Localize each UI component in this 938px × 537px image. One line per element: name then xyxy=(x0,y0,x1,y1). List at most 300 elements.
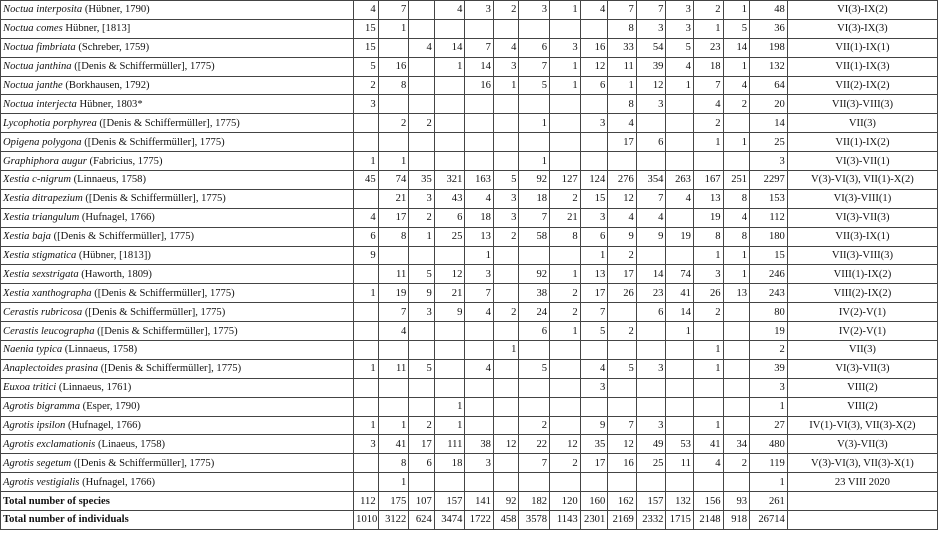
species-name: Xestia ditrapezium xyxy=(3,193,83,205)
period-cell: V(3)-VII(3) xyxy=(787,435,937,454)
species-name: Noctua comes xyxy=(3,23,63,35)
count-cell: 41 xyxy=(666,284,694,303)
count-cell: 6 xyxy=(636,303,666,322)
count-cell: 1 xyxy=(434,397,465,416)
count-cell: 9 xyxy=(354,246,378,265)
count-cell: 8 xyxy=(723,227,750,246)
count-cell: 7 xyxy=(608,1,637,20)
count-cell xyxy=(580,473,608,492)
summary-count-cell: 2301 xyxy=(580,511,608,530)
count-cell: 38 xyxy=(519,284,550,303)
summary-count-cell: 3122 xyxy=(378,511,409,530)
count-cell xyxy=(378,341,409,360)
count-cell xyxy=(666,397,694,416)
count-cell: 1 xyxy=(693,246,723,265)
count-cell xyxy=(723,378,750,397)
period-cell: VIII(2) xyxy=(787,397,937,416)
count-cell: 25 xyxy=(636,454,666,473)
table-row xyxy=(1,359,938,378)
count-cell: 3 xyxy=(519,1,550,20)
summary-row xyxy=(1,492,938,511)
count-cell: 1 xyxy=(666,76,694,95)
count-cell: 17 xyxy=(608,133,637,152)
count-cell: 1 xyxy=(434,416,465,435)
species-name: Agrotis segetum xyxy=(3,457,72,469)
summary-count-cell: 2332 xyxy=(636,511,666,530)
count-cell: 5 xyxy=(608,359,637,378)
species-authority: (Schreber, 1759) xyxy=(75,42,150,54)
count-cell: 3 xyxy=(465,454,494,473)
table-row xyxy=(1,246,938,265)
count-cell xyxy=(608,341,637,360)
count-cell xyxy=(434,19,465,38)
count-cell xyxy=(723,114,750,133)
summary-count-cell: 624 xyxy=(409,511,435,530)
species-authority: ([Denis & Schiffermüller], 1775) xyxy=(82,306,226,318)
species-authority: (Haworth, 1809) xyxy=(78,268,152,280)
species-authority: Hübner, 1803* xyxy=(76,98,143,110)
count-cell: 1 xyxy=(354,416,378,435)
count-cell: 1 xyxy=(723,133,750,152)
count-cell: 1 xyxy=(354,152,378,171)
count-cell: 26 xyxy=(608,284,637,303)
count-cell xyxy=(354,189,378,208)
count-cell xyxy=(636,473,666,492)
count-cell xyxy=(409,473,435,492)
count-cell xyxy=(636,378,666,397)
count-cell: 3 xyxy=(580,208,608,227)
count-cell: 41 xyxy=(693,435,723,454)
total-cell: 2 xyxy=(750,341,788,360)
count-cell: 14 xyxy=(465,57,494,76)
count-cell xyxy=(493,359,519,378)
count-cell: 3 xyxy=(465,265,494,284)
count-cell: 16 xyxy=(608,454,637,473)
count-cell: 3 xyxy=(493,208,519,227)
count-cell xyxy=(608,378,637,397)
count-cell xyxy=(666,378,694,397)
species-name-cell xyxy=(1,246,354,265)
count-cell: 9 xyxy=(434,303,465,322)
count-cell xyxy=(493,152,519,171)
species-authority: ([Denis & Schiffermüller], 1775) xyxy=(82,193,226,205)
count-cell xyxy=(550,359,581,378)
count-cell: 4 xyxy=(580,1,608,20)
count-cell: 251 xyxy=(723,171,750,190)
total-cell: 153 xyxy=(750,189,788,208)
count-cell: 74 xyxy=(378,171,409,190)
count-cell: 5 xyxy=(409,359,435,378)
table-row xyxy=(1,152,938,171)
count-cell: 17 xyxy=(409,435,435,454)
total-cell: 64 xyxy=(750,76,788,95)
count-cell xyxy=(550,341,581,360)
summary-count-cell: 141 xyxy=(465,492,494,511)
species-name: Noctua interjecta xyxy=(3,98,77,110)
species-authority: (Linnaeus, 1758) xyxy=(70,174,146,186)
period-cell: 23 VIII 2020 xyxy=(787,473,937,492)
species-name-cell xyxy=(1,171,354,190)
species-authority: ([Denis & Schiffermüller], 1775) xyxy=(98,363,242,375)
count-cell: 4 xyxy=(465,189,494,208)
count-cell xyxy=(723,359,750,378)
count-cell xyxy=(519,246,550,265)
count-cell xyxy=(519,341,550,360)
count-cell: 263 xyxy=(666,171,694,190)
count-cell: 3 xyxy=(636,19,666,38)
count-cell: 3 xyxy=(409,189,435,208)
species-name-cell xyxy=(1,1,354,20)
total-cell: 20 xyxy=(750,95,788,114)
summary-row xyxy=(1,511,938,530)
count-cell xyxy=(519,473,550,492)
count-cell xyxy=(608,152,637,171)
summary-count-cell: 3474 xyxy=(434,511,465,530)
species-name-cell xyxy=(1,95,354,114)
count-cell xyxy=(550,133,581,152)
period-cell: IV(2)-V(1) xyxy=(787,303,937,322)
summary-count-cell: 156 xyxy=(693,492,723,511)
count-cell: 1 xyxy=(493,341,519,360)
count-cell: 2 xyxy=(354,76,378,95)
count-cell: 6 xyxy=(580,227,608,246)
species-name: Graphiphora augur xyxy=(3,155,87,167)
count-cell xyxy=(550,95,581,114)
count-cell xyxy=(519,95,550,114)
count-cell: 3 xyxy=(493,57,519,76)
summary-period-cell xyxy=(787,511,937,530)
species-authority: (Linnaeus, 1761) xyxy=(56,382,132,394)
total-cell: 14 xyxy=(750,114,788,133)
table-row xyxy=(1,265,938,284)
count-cell xyxy=(723,152,750,171)
species-name: Lycophotia porphyrea xyxy=(3,117,97,129)
count-cell: 8 xyxy=(378,454,409,473)
count-cell: 2 xyxy=(409,416,435,435)
count-cell: 14 xyxy=(636,265,666,284)
count-cell xyxy=(493,284,519,303)
count-cell: 7 xyxy=(465,38,494,57)
count-cell: 6 xyxy=(434,208,465,227)
count-cell: 53 xyxy=(666,435,694,454)
count-cell xyxy=(666,416,694,435)
table-row xyxy=(1,473,938,492)
count-cell: 2 xyxy=(693,303,723,322)
count-cell: 5 xyxy=(723,19,750,38)
count-cell: 3 xyxy=(636,416,666,435)
count-cell: 2 xyxy=(493,303,519,322)
count-cell: 15 xyxy=(354,19,378,38)
count-cell: 13 xyxy=(580,265,608,284)
count-cell xyxy=(666,359,694,378)
species-name: Xestia stigmatica xyxy=(3,250,77,262)
count-cell xyxy=(550,416,581,435)
table-row xyxy=(1,76,938,95)
count-cell: 58 xyxy=(519,227,550,246)
count-cell: 18 xyxy=(693,57,723,76)
summary-count-cell: 1010 xyxy=(354,511,378,530)
count-cell xyxy=(409,76,435,95)
count-cell: 1 xyxy=(693,359,723,378)
count-cell xyxy=(580,397,608,416)
count-cell: 1 xyxy=(378,152,409,171)
total-cell: 3 xyxy=(750,378,788,397)
count-cell: 7 xyxy=(580,303,608,322)
count-cell: 15 xyxy=(354,38,378,57)
period-cell: VI(3)-VII(3) xyxy=(787,208,937,227)
species-authority: (Hufnagel, 1766) xyxy=(79,476,156,488)
count-cell xyxy=(493,114,519,133)
count-cell: 11 xyxy=(378,265,409,284)
count-cell: 7 xyxy=(378,1,409,20)
species-name-cell xyxy=(1,57,354,76)
count-cell xyxy=(608,397,637,416)
total-cell: 246 xyxy=(750,265,788,284)
count-cell: 13 xyxy=(723,284,750,303)
count-cell: 2 xyxy=(378,114,409,133)
count-cell xyxy=(434,378,465,397)
count-cell: 127 xyxy=(550,171,581,190)
count-cell: 2 xyxy=(723,454,750,473)
count-cell xyxy=(465,473,494,492)
count-cell xyxy=(693,322,723,341)
count-cell: 19 xyxy=(693,208,723,227)
count-cell: 12 xyxy=(493,435,519,454)
count-cell xyxy=(666,95,694,114)
species-name-cell xyxy=(1,359,354,378)
species-name-cell xyxy=(1,114,354,133)
species-name-cell xyxy=(1,189,354,208)
table-row xyxy=(1,397,938,416)
species-name: Euxoa tritici xyxy=(3,382,57,394)
summary-count-cell: 3578 xyxy=(519,511,550,530)
count-cell: 4 xyxy=(666,57,694,76)
count-cell: 7 xyxy=(636,1,666,20)
species-name: Xestia baja xyxy=(3,231,51,243)
total-cell: 80 xyxy=(750,303,788,322)
species-name: Noctua interposita xyxy=(3,4,83,16)
count-cell xyxy=(434,95,465,114)
total-cell: 39 xyxy=(750,359,788,378)
count-cell xyxy=(465,95,494,114)
summary-count-cell: 2148 xyxy=(693,511,723,530)
count-cell: 2 xyxy=(493,1,519,20)
count-cell: 4 xyxy=(409,38,435,57)
count-cell: 3 xyxy=(693,265,723,284)
table-row xyxy=(1,322,938,341)
table-row xyxy=(1,303,938,322)
count-cell: 8 xyxy=(378,76,409,95)
count-cell xyxy=(409,19,435,38)
period-cell: V(3)-VI(3), VII(1)-X(2) xyxy=(787,171,937,190)
period-cell: VII(3) xyxy=(787,341,937,360)
count-cell: 1 xyxy=(550,57,581,76)
count-cell xyxy=(409,1,435,20)
species-authority: (Borkhausen, 1792) xyxy=(62,80,150,91)
count-cell xyxy=(465,133,494,152)
count-cell xyxy=(409,95,435,114)
count-cell: 6 xyxy=(354,227,378,246)
count-cell: 16 xyxy=(580,38,608,57)
count-cell: 23 xyxy=(636,284,666,303)
count-cell: 2 xyxy=(693,1,723,20)
species-name-cell xyxy=(1,435,354,454)
species-name-cell xyxy=(1,303,354,322)
count-cell xyxy=(723,341,750,360)
count-cell xyxy=(723,416,750,435)
count-cell: 4 xyxy=(434,1,465,20)
count-cell: 1 xyxy=(434,57,465,76)
count-cell: 92 xyxy=(519,171,550,190)
count-cell: 5 xyxy=(519,76,550,95)
period-cell: VI(3)-VIII(1) xyxy=(787,189,937,208)
count-cell: 12 xyxy=(550,435,581,454)
species-authority: (Hufnagel, 1766) xyxy=(79,212,155,224)
count-cell: 3 xyxy=(636,95,666,114)
count-cell: 7 xyxy=(693,76,723,95)
table-row xyxy=(1,435,938,454)
count-cell: 7 xyxy=(519,57,550,76)
count-cell: 74 xyxy=(666,265,694,284)
count-cell xyxy=(723,322,750,341)
count-cell: 1 xyxy=(693,133,723,152)
count-cell: 17 xyxy=(580,454,608,473)
species-name: Noctua janthe xyxy=(3,80,63,91)
count-cell: 1 xyxy=(493,76,519,95)
summary-count-cell: 93 xyxy=(723,492,750,511)
count-cell: 7 xyxy=(378,303,409,322)
species-name: Opigena polygona xyxy=(3,136,82,148)
count-cell: 3 xyxy=(354,435,378,454)
table-row xyxy=(1,416,938,435)
count-cell: 9 xyxy=(580,416,608,435)
period-cell: IV(1)-VI(3), VII(3)-X(2) xyxy=(787,416,937,435)
summary-count-cell: 157 xyxy=(434,492,465,511)
count-cell: 35 xyxy=(580,435,608,454)
species-authority: ([Denis & Schiffermüller], 1775) xyxy=(71,457,215,469)
count-cell: 354 xyxy=(636,171,666,190)
count-cell: 3 xyxy=(465,1,494,20)
count-cell: 7 xyxy=(465,284,494,303)
count-cell: 3 xyxy=(580,114,608,133)
count-cell: 1 xyxy=(550,322,581,341)
total-cell: 1 xyxy=(750,397,788,416)
count-cell: 3 xyxy=(666,19,694,38)
count-cell xyxy=(693,152,723,171)
count-cell: 111 xyxy=(434,435,465,454)
period-cell: VIII(1)-IX(2) xyxy=(787,265,937,284)
count-cell: 1 xyxy=(723,57,750,76)
summary-period-cell xyxy=(787,492,937,511)
count-cell xyxy=(666,133,694,152)
count-cell: 45 xyxy=(354,171,378,190)
count-cell xyxy=(434,152,465,171)
count-cell xyxy=(465,19,494,38)
count-cell xyxy=(354,397,378,416)
species-authority: (Hufnagel, 1766) xyxy=(65,420,141,432)
count-cell xyxy=(666,208,694,227)
count-cell xyxy=(378,38,409,57)
table-row xyxy=(1,95,938,114)
count-cell xyxy=(354,322,378,341)
count-cell xyxy=(636,152,666,171)
count-cell xyxy=(354,133,378,152)
total-cell: 25 xyxy=(750,133,788,152)
count-cell: 11 xyxy=(666,454,694,473)
count-cell: 2 xyxy=(493,227,519,246)
count-cell xyxy=(580,95,608,114)
count-cell: 1 xyxy=(409,227,435,246)
species-name: Agrotis exclamationis xyxy=(3,438,96,450)
count-cell xyxy=(409,341,435,360)
count-cell xyxy=(493,133,519,152)
table-row xyxy=(1,208,938,227)
species-name-cell xyxy=(1,265,354,284)
count-cell: 1 xyxy=(550,1,581,20)
species-name-cell xyxy=(1,76,354,95)
species-name-cell xyxy=(1,227,354,246)
count-cell: 5 xyxy=(666,38,694,57)
count-cell: 18 xyxy=(519,189,550,208)
total-cell: 112 xyxy=(750,208,788,227)
period-cell: VII(1)-IX(1) xyxy=(787,38,937,57)
count-cell: 3 xyxy=(354,95,378,114)
species-name-cell xyxy=(1,152,354,171)
count-cell: 7 xyxy=(519,208,550,227)
count-cell: 5 xyxy=(354,57,378,76)
count-cell: 26 xyxy=(693,284,723,303)
count-cell: 1 xyxy=(378,416,409,435)
count-cell: 19 xyxy=(378,284,409,303)
count-cell xyxy=(409,133,435,152)
count-cell xyxy=(409,152,435,171)
count-cell: 41 xyxy=(378,435,409,454)
count-cell: 1 xyxy=(550,76,581,95)
count-cell: 1 xyxy=(723,246,750,265)
species-name-cell xyxy=(1,473,354,492)
count-cell: 8 xyxy=(693,227,723,246)
count-cell: 2 xyxy=(693,114,723,133)
count-cell: 1 xyxy=(519,152,550,171)
count-cell: 8 xyxy=(378,227,409,246)
species-authority: (Hübner, [1813]) xyxy=(76,250,151,262)
summary-count-cell: 1715 xyxy=(666,511,694,530)
period-cell: VI(3)-VII(3) xyxy=(787,359,937,378)
species-authority: Hübner, [1813] xyxy=(62,23,131,35)
total-cell: 132 xyxy=(750,57,788,76)
count-cell xyxy=(378,378,409,397)
count-cell xyxy=(434,473,465,492)
count-cell: 7 xyxy=(519,454,550,473)
count-cell xyxy=(493,378,519,397)
count-cell xyxy=(354,341,378,360)
table-row xyxy=(1,171,938,190)
count-cell xyxy=(434,246,465,265)
count-cell: 1 xyxy=(519,114,550,133)
count-cell xyxy=(636,246,666,265)
count-cell: 1 xyxy=(723,1,750,20)
count-cell xyxy=(409,322,435,341)
count-cell xyxy=(354,378,378,397)
count-cell xyxy=(493,95,519,114)
count-cell: 12 xyxy=(608,435,637,454)
table-row xyxy=(1,19,938,38)
count-cell: 2 xyxy=(608,322,637,341)
total-cell: 27 xyxy=(750,416,788,435)
species-name: Cerastis leucographa xyxy=(3,325,95,337)
period-cell: VI(3)-IX(3) xyxy=(787,19,937,38)
species-name-cell xyxy=(1,322,354,341)
